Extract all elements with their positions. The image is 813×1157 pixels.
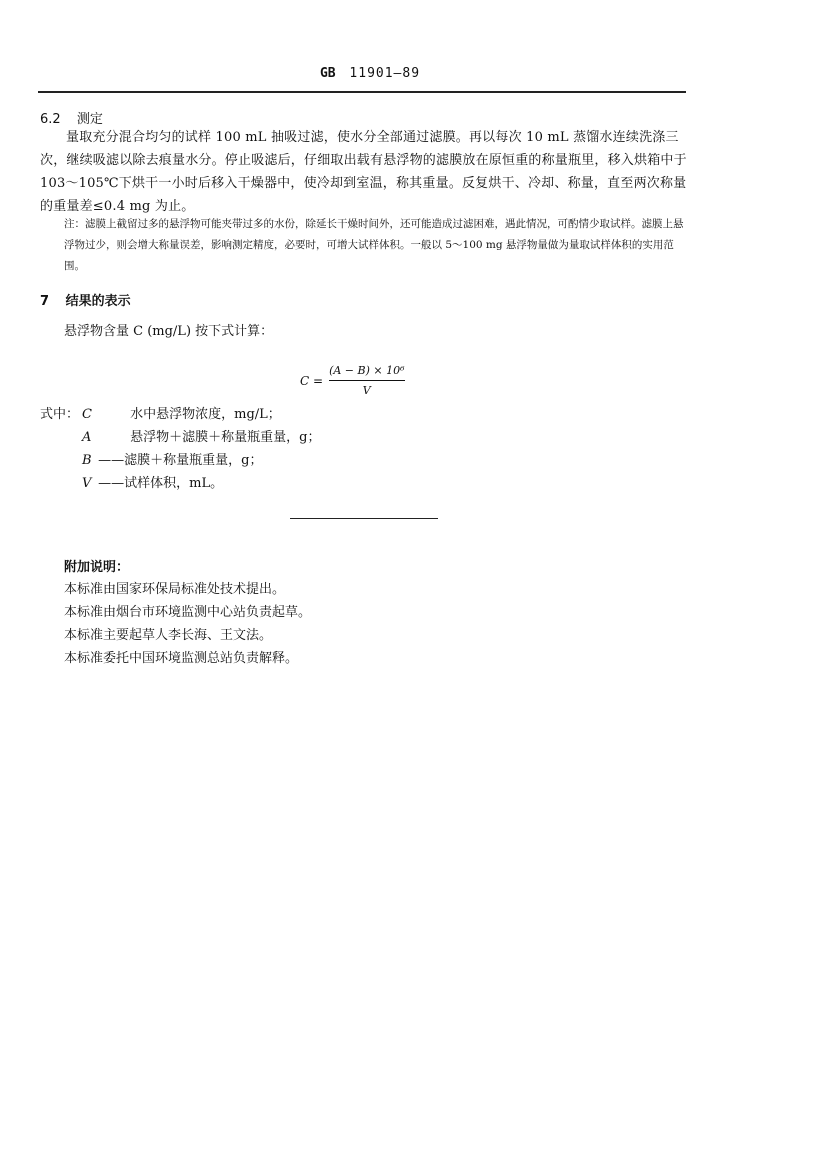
appendix-title: 附加说明：: [64, 560, 130, 575]
section-number: 6.2: [40, 112, 61, 127]
definition-row: [82, 403, 281, 422]
section-note: 注：滤膜上截留过多的悬浮物可能夹带过多的水份，除延长干燥时间外，还可能造成过滤困难，遇此情况，可酌情少取试样。滤膜上悬浮物过少，则会增大称量误差，影响测定精度，必要时，可增大试样体积。一般以 5～100 mg 悬浮物量做为量取试样体积的实用范围。: [64, 218, 684, 272]
appendix-line: 本标准主要起草人李长海、王文法。: [64, 628, 273, 643]
appendix-line: 本标准由国家环保局标准处技术提出。: [64, 582, 286, 597]
formula-numerator: (A − B) × 10⁶: [329, 364, 405, 377]
formula-denominator: V: [362, 384, 371, 397]
definition-text: ——滤膜＋称量瓶重量，g；: [98, 453, 263, 468]
header-number: 11901—89: [349, 66, 421, 81]
definition-symbol: B: [82, 453, 92, 468]
formula-fraction-bar: [329, 380, 404, 381]
section-intro: 悬浮物含量 C (mg/L) 按下式计算：: [64, 324, 274, 339]
definition-row: [82, 426, 320, 445]
header-code: GB: [319, 66, 336, 81]
header-rule: [38, 91, 686, 93]
appendix-line: 本标准委托中国环境监测总站负责解释。: [64, 651, 299, 666]
section-number: 7: [40, 294, 50, 309]
end-rule: [290, 518, 438, 519]
formula: [300, 364, 405, 397]
definition-symbol: C: [82, 407, 92, 422]
definition-symbol: V: [82, 476, 92, 491]
definition-text: 悬浮物＋滤膜＋称量瓶重量，g；: [130, 430, 321, 445]
definition-symbol: A: [82, 430, 92, 445]
definition-text: 水中悬浮物浓度，mg/L；: [130, 407, 281, 422]
appendix-line: 本标准由烟台市环境监测中心站负责起草。: [64, 605, 312, 620]
formula-lhs: C =: [300, 373, 324, 388]
formula-fraction: [329, 364, 404, 397]
section-heading-6-2: [40, 108, 103, 127]
definition-text: ——试样体积，mL。: [98, 476, 224, 491]
where-label: 式中：: [40, 407, 80, 422]
definition-row: [82, 472, 223, 491]
section-body: 量取充分混合均匀的试样 100 mL 抽吸过滤，使水分全部通过滤膜。再以每次 10 mL 蒸馏水连续洗涤三次，继续吸滤以除去痕量水分。停止吸滤后，仔细取出载有悬浮物的滤膜放在原恒重的称量瓶里，移入烘箱中于 103～105℃下烘干一小时后移入干燥器中，使冷却到室温，称其重量。反复烘干、冷却、称量，直至两次称量的重量差≤0.4 mg 为止。: [40, 130, 687, 214]
definition-row: [82, 449, 262, 468]
section-title: 结果的表示: [65, 294, 131, 309]
standard-header: [0, 66, 740, 81]
section-heading-7: [40, 290, 131, 309]
section-title: 测定: [76, 112, 103, 127]
